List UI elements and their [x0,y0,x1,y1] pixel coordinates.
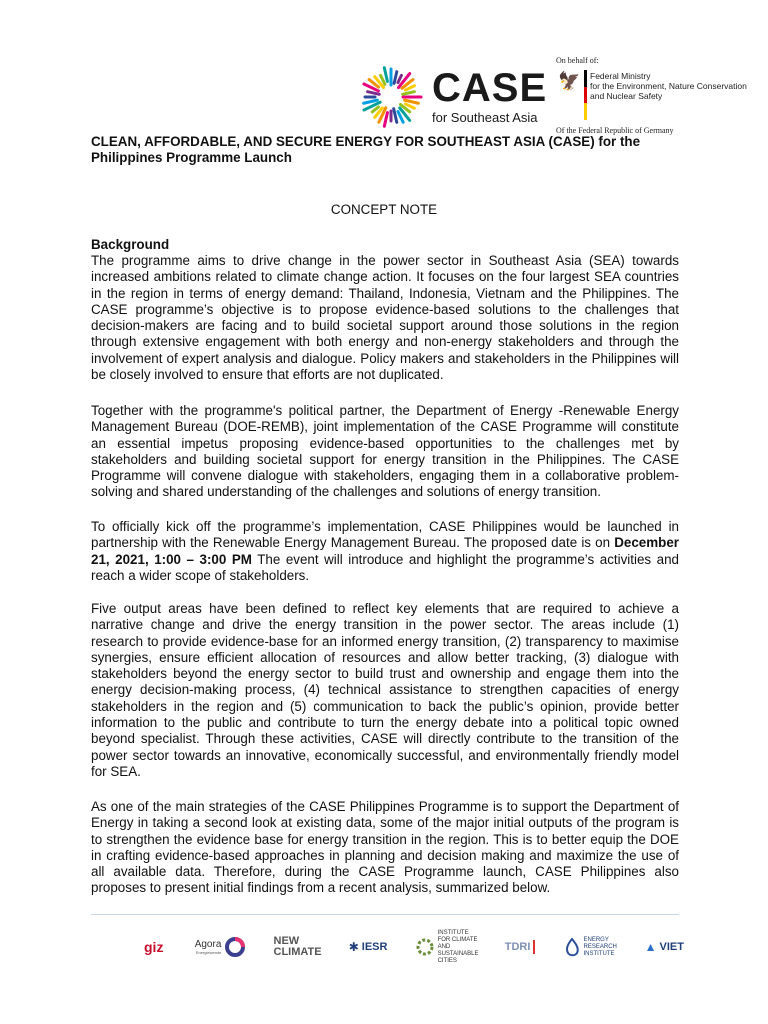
new-climate-text-a: NEW [273,935,300,947]
case-logo [358,64,558,124]
tdri-logo [505,940,536,954]
new-climate-logo [274,936,322,958]
viet-triangle-icon: ▲ [644,940,657,954]
republic-label: Of the Federal Republic of Germany [556,126,674,135]
section-heading-background: Background [91,237,170,252]
eri-logo-text: ENERGY RESEARCH INSTITUTE [583,936,617,957]
partner-logos [144,929,684,964]
agora-logo-text: Agora [194,939,222,950]
tdri-logo-text: TDRI [504,941,531,953]
ministry-block [556,56,756,136]
new-climate-text-b: CLIMATE [273,946,322,958]
footer-divider [91,914,679,915]
viet-logo-text: VIET [659,941,684,953]
sunburst-ray [403,92,415,95]
case-logo-subtitle: for Southeast Asia [432,110,538,125]
sunburst-ray [405,104,414,108]
on-behalf-label: On behalf of: [556,56,599,65]
iesr-logo [349,940,388,954]
eri-logo [563,937,618,958]
viet-logo [645,940,684,954]
sunburst-ray [372,107,378,112]
paragraph-3-text-end: The event will introduce and highlight the programme’s activities and reach a wider scope of stakeholders. [91,551,679,583]
icsc-logo [415,930,478,965]
flag-stripe-gold [584,103,587,120]
flag-stripe-red [584,87,587,104]
flag-stripe-black [584,70,587,87]
giz-logo-text: giz [144,939,164,955]
sunburst-ray [384,68,387,82]
case-sunburst-icon [358,64,424,130]
sunburst-ray [394,72,397,84]
agora-logo-subtext: Energiewende [195,950,222,955]
sunburst-ray [384,113,387,127]
paragraph-4: Five output areas have been defined to reflect key elements that are required to achieve a narrative change and drive the energy transition in the power sector. The areas include (1) research to provide evidence-base for an informed energy transition, (2) transparency to maximise synergies, ensure efficient allocation of resources and allow better tracking, (3) dialogue with stakeholders beyond the energy sector to build trust and ownership and engage them into the energy decision-making process, (4) technical assistance to strengthen capacities of energy stakeholders in the region and (5) communication to back the public’s opinion, provide better information to the public and contribute to turn the energy debate into a political topic owned beyond specialist. Through these activities, CASE will directly contribute to the transition of the power sector towards an innovative, economically successful, and environmentally friendly model for SEA. [91,601,679,779]
icsc-gear-icon [415,937,435,957]
paragraph-1: The programme aims to drive change in the power sector in Southeast Asia (SEA) towards increased ambitions related to climate change action. It focuses on the four largest SEA countries in the region in terms of energy demand: Thailand, Indonesia, Vietnam and the Philippines. The CASE programme’s objective is to propose evidence-based solutions to the challenges that decision-makers are facing and to build societal support around those solutions in the region through extensive engagement with both energy and non-energy stakeholders and through the involvement of expert analysis and dialogue. Policy makers and stakeholders in the Philippines will be closely involved to ensure that efforts are not duplicated. [91,253,679,383]
paragraph-3 [91,519,679,584]
sunburst-ray [398,75,401,82]
ministry-line: Federal Ministry [590,71,651,81]
ministry-name [590,71,747,101]
giz-logo [144,939,168,955]
icsc-logo-text: INSTITUTE FOR CLIMATE AND SUSTAINABLE CITIES [437,929,479,964]
paragraph-3-text: To officially kick off the programme’s implementation, CASE Philippines would be launched in partnership with the Renewable Energy Management Bureau. The proposed date is on [91,519,679,551]
agora-ring-icon [224,936,246,958]
event-date: December 21, 2021, 1:00 – 3:00 PM [91,535,679,567]
sunburst-ray [394,109,397,123]
case-logo-word: CASE [432,66,548,110]
ministry-line: for the Environment, Nature Conservation [590,81,747,91]
sunburst-ray [364,100,378,103]
ministry-line: and Nuclear Safety [590,91,663,101]
agora-logo [195,936,247,958]
sunburst-ray [405,86,414,90]
iesr-logo-text: IESR [361,941,388,953]
paragraph-5: As one of the main strategies of the CASE Philippines Programme is to support the Department of Energy in taking a second look at existing data, some of the major initial outputs of the program is to strengthen the evidence base for energy transition in the region. This is to better equip the DOE in crafting evidence-based approaches in planning and decision making and maximize the use of all available data. Therefore, during the CASE Programme launch, CASE Philippines also proposes to present initial findings from a recent analysis, summarized below. [91,799,679,896]
paragraph-2: Together with the programme's political partner, the Department of Energy -Renewable Energy Management Bureau (DOE-REMB), joint implementation of the CASE Programme will constitute an essential impetus proposing evidence-based opportunities to the challenges met by stakeholders and building societal support for energy transition in the Philippines. The CASE Programme will convene dialogue with stakeholders, engaging them in a collaborative problem-solving and shared understanding of the challenges and solutions of energy transition. [91,403,679,500]
eri-flame-icon [563,937,581,957]
federal-eagle-icon: 🦅 [558,71,581,91]
document-title: CLEAN, AFFORDABLE, AND SECURE ENERGY FOR SOUTHEAST ASIA (CASE) for the Philippines Programme Launch [91,134,641,165]
iesr-star-icon: ✱ [348,940,359,954]
concept-note-label: CONCEPT NOTE [330,202,438,217]
sunburst-ray [405,100,419,103]
german-flag-bar [584,70,587,120]
